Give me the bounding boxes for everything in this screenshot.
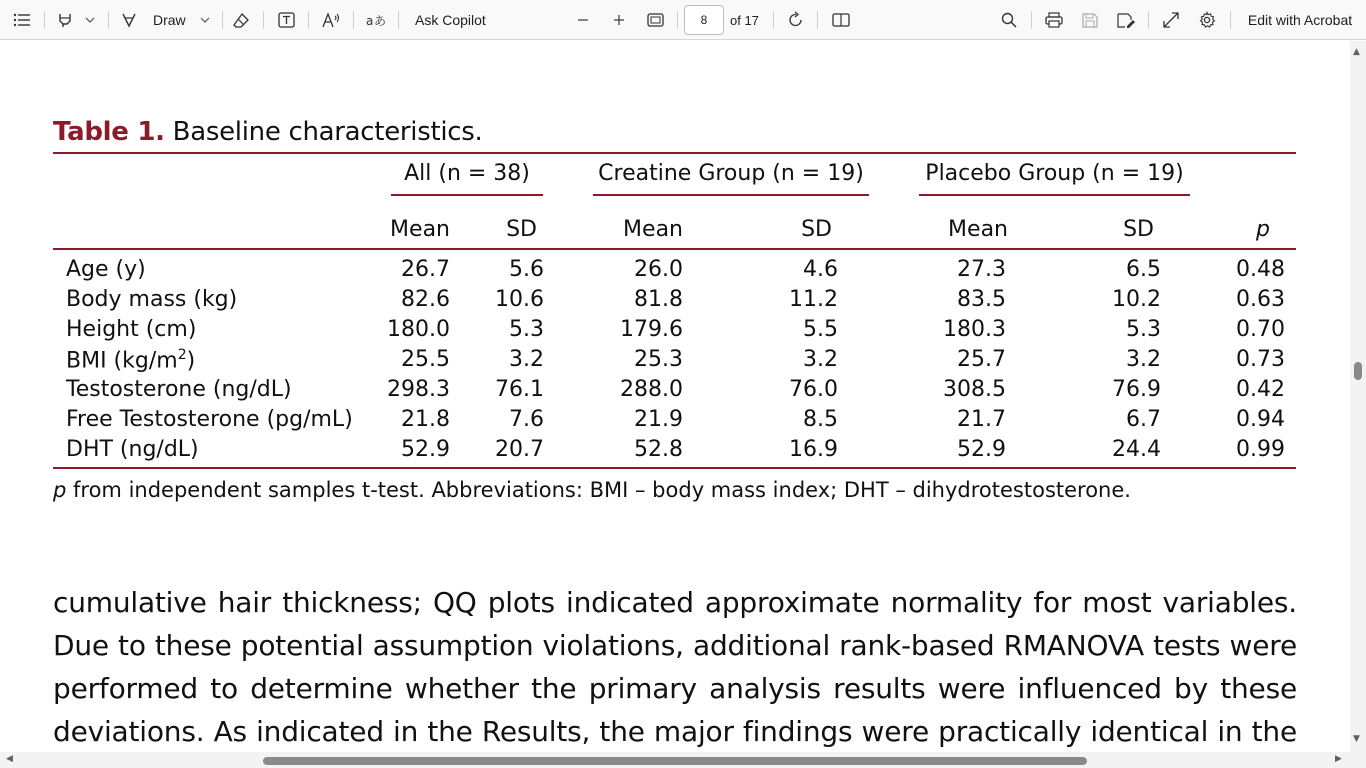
table-caption [53,117,482,147]
cell-creatine-sd: 3.2 [803,347,838,372]
page-view-icon[interactable] [830,0,852,40]
footnote-text: from independent samples t-test. Abbreviations: BMI – body mass index; DHT – dihydrotestosterone. [66,478,1131,502]
zoom-out-icon[interactable] [572,0,594,40]
cell-creatine-mean: 25.3 [634,347,683,372]
cell-placebo-mean: 52.9 [957,437,1006,462]
col-header-creatine-mean: Mean [623,217,683,242]
highlight-dropdown-chevron-icon[interactable] [82,0,98,40]
group-header-placebo: Placebo Group (n = 19) [925,161,1184,186]
vertical-scroll-thumb[interactable] [1354,362,1362,380]
row-label: Height (cm) [66,317,197,342]
edit-with-acrobat-button[interactable] [1240,0,1360,40]
row-label: Free Testosterone (pg/mL) [66,407,353,432]
row-label-bmi [66,347,195,373]
svg-text:あ: あ [374,14,386,28]
cell-creatine-mean: 81.8 [634,287,683,312]
cell-creatine-sd: 16.9 [789,437,838,462]
read-aloud-icon[interactable] [319,0,343,40]
cell-creatine-sd: 5.5 [803,317,838,342]
eraser-icon[interactable] [230,0,252,40]
cell-placebo-sd: 3.2 [1126,347,1161,372]
document-page [0,41,1350,752]
cell-creatine-sd: 8.5 [803,407,838,432]
cell-placebo-sd: 10.2 [1112,287,1161,312]
row-label: DHT (ng/dL) [66,437,199,462]
cell-all-sd: 7.6 [509,407,544,432]
fit-page-icon[interactable] [644,0,666,40]
table-caption-text: Baseline characteristics. [164,117,483,147]
vertical-scrollbar[interactable] [1350,41,1366,752]
translate-icon[interactable] [364,0,388,40]
table-top-rule [53,152,1296,154]
group-underline-all [391,194,543,196]
page-total [730,0,770,40]
cell-p: 0.73 [1236,347,1285,372]
ask-copilot-label: Ask Copilot [415,12,486,28]
col-header-creatine-sd: SD [801,217,832,242]
text-box-icon[interactable] [275,0,297,40]
cell-p: 0.63 [1236,287,1285,312]
cell-creatine-mean: 26.0 [634,257,683,282]
toolbar-separator [1148,11,1149,29]
cell-creatine-mean: 288.0 [620,377,683,402]
table-bottom-rule [53,467,1296,469]
save-as-icon[interactable] [1115,0,1137,40]
toolbar-separator [353,11,354,29]
toolbar-separator [677,11,678,29]
footnote-p: p [53,478,67,502]
draw-dropdown-chevron-icon[interactable] [197,0,213,40]
horizontal-scroll-thumb[interactable] [263,757,1087,765]
toolbar-separator [1230,11,1231,29]
cell-all-mean: 298.3 [387,377,450,402]
group-underline-placebo [919,194,1190,196]
toolbar-separator [44,11,45,29]
cell-placebo-mean: 27.3 [957,257,1006,282]
cell-p: 0.99 [1236,437,1285,462]
row-label: Age (y) [66,257,146,282]
cell-p: 0.70 [1236,317,1285,342]
cell-placebo-mean: 21.7 [957,407,1006,432]
cell-creatine-sd: 4.6 [803,257,838,282]
cell-creatine-mean: 52.8 [634,437,683,462]
cell-all-mean: 180.0 [387,317,450,342]
cell-p: 0.94 [1236,407,1285,432]
cell-all-mean: 82.6 [401,287,450,312]
print-icon[interactable] [1043,0,1065,40]
cell-placebo-mean: 308.5 [943,377,1006,402]
group-header-all: All (n = 38) [404,161,530,186]
row-label: Testosterone (ng/dL) [66,377,292,402]
cell-all-sd: 76.1 [495,377,544,402]
toolbar-separator [222,11,223,29]
cell-creatine-sd: 76.0 [789,377,838,402]
page-number-input[interactable]: 8 [684,5,724,35]
cell-p: 0.48 [1236,257,1285,282]
cell-all-sd: 20.7 [495,437,544,462]
cell-all-sd: 10.6 [495,287,544,312]
cell-placebo-sd: 5.3 [1126,317,1161,342]
draw-icon [120,11,138,29]
cell-creatine-mean: 179.6 [620,317,683,342]
col-header-all-sd: SD [506,217,537,242]
cell-all-sd: 5.3 [509,317,544,342]
cell-creatine-mean: 21.9 [634,407,683,432]
cell-placebo-mean: 83.5 [957,287,1006,312]
col-header-all-mean: Mean [390,217,450,242]
page-total-label: of 17 [730,12,759,28]
group-underline-creatine [593,194,869,196]
rotate-icon[interactable] [785,0,807,40]
zoom-in-icon[interactable] [608,0,630,40]
contents-list-icon[interactable] [10,0,34,40]
cell-all-sd: 5.6 [509,257,544,282]
scroll-right-arrow-icon[interactable]: ▶ [1335,754,1342,764]
search-icon[interactable] [998,0,1020,40]
save-icon[interactable] [1079,0,1101,40]
scroll-left-arrow-icon[interactable]: ◀ [6,754,13,764]
row-label-main: BMI (kg/m [66,348,178,374]
edit-with-acrobat-label: Edit with Acrobat [1247,12,1353,28]
table-caption-label: Table 1. [53,117,165,147]
body-text-line: performed to determine whether the primary analysis results were influenced by these [53,672,1297,705]
fullscreen-icon[interactable] [1160,0,1182,40]
cell-all-mean: 26.7 [401,257,450,282]
body-text-line: Due to these potential assumption violations, additional rank-based RMANOVA tests were [53,629,1297,662]
cell-all-mean: 52.9 [401,437,450,462]
cell-p: 0.42 [1236,377,1285,402]
toolbar-separator [398,11,399,29]
row-label: Body mass (kg) [66,287,238,312]
table-header-rule [53,248,1296,250]
col-header-p: p [1256,217,1270,242]
cell-placebo-sd: 6.7 [1126,407,1161,432]
toolbar-separator [817,11,818,29]
row-label-superscript: 2 [177,347,187,363]
col-header-placebo-sd: SD [1123,217,1154,242]
toolbar-separator [1031,11,1032,29]
toolbar-separator [108,11,109,29]
toolbar-separator [308,11,309,29]
cell-placebo-sd: 6.5 [1126,257,1161,282]
settings-icon[interactable] [1196,0,1218,40]
body-text-line: deviations. As indicated in the Results, the major findings were practically identical in the [53,715,1297,748]
body-text-line: cumulative hair thickness; QQ plots indicated approximate normality for most variables. [53,586,1297,619]
cell-creatine-sd: 11.2 [789,287,838,312]
draw-button[interactable] [120,0,200,40]
draw-label: Draw [153,12,186,28]
scroll-down-arrow-icon[interactable]: ▼ [1353,734,1360,744]
col-header-placebo-mean: Mean [948,217,1008,242]
toolbar [0,0,1366,40]
scroll-up-arrow-icon[interactable]: ▲ [1353,47,1360,57]
table-footnote [53,478,1131,502]
cell-all-mean: 21.8 [401,407,450,432]
group-header-creatine: Creatine Group (n = 19) [598,161,864,186]
cell-placebo-sd: 24.4 [1112,437,1161,462]
cell-placebo-mean: 25.7 [957,347,1006,372]
svg-text:a: a [366,14,374,28]
toolbar-separator [263,11,264,29]
toolbar-separator [773,11,774,29]
ask-copilot-button[interactable] [408,0,498,40]
highlight-icon[interactable] [54,0,76,40]
cell-all-mean: 25.5 [401,347,450,372]
cell-placebo-mean: 180.3 [943,317,1006,342]
cell-all-sd: 3.2 [509,347,544,372]
cell-placebo-sd: 76.9 [1112,377,1161,402]
row-label-end: ) [186,348,196,374]
